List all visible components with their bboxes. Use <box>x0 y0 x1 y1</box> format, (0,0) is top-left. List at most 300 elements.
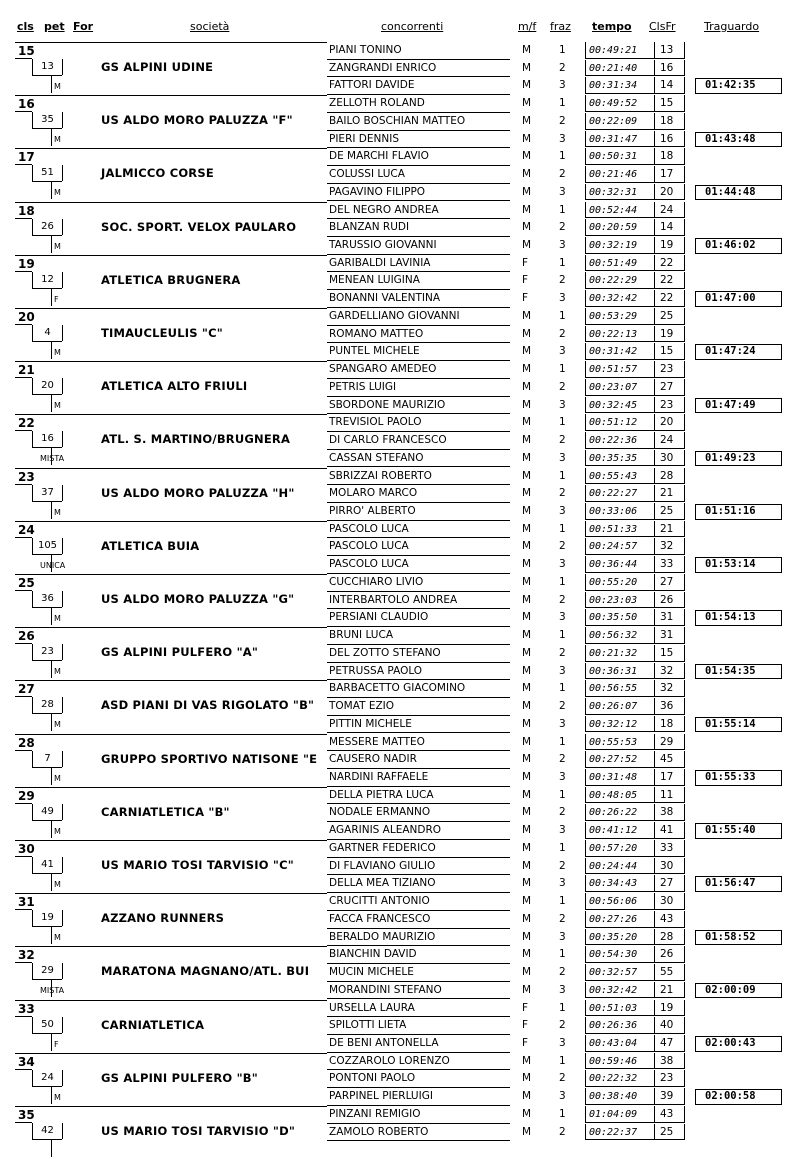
runner-leg-rank: 25 <box>660 310 674 322</box>
runner-leg-rank: 16 <box>660 132 674 145</box>
runner-time: 00:31:48 <box>589 771 638 783</box>
runner-time: 00:32:42 <box>589 293 638 305</box>
rule-line <box>62 857 63 873</box>
rule-line <box>32 607 62 608</box>
runner-time: 00:31:42 <box>589 346 638 358</box>
bib-number: 41 <box>41 859 54 870</box>
runner-leg-rank: 24 <box>660 434 674 447</box>
runner-name: COZZAROLO LORENZO <box>329 1054 450 1067</box>
time-cell-box <box>585 680 655 697</box>
runner-leg: 2 <box>559 61 566 74</box>
runner-sex: M <box>522 593 532 606</box>
runner-time: 00:22:36 <box>589 435 638 447</box>
runner-leg: 2 <box>559 753 566 766</box>
bib-number: 24 <box>41 1071 54 1083</box>
rank-cell-box <box>655 982 685 999</box>
team-name: AZZANO RUNNERS <box>101 911 225 926</box>
runner-sex: M <box>522 398 532 411</box>
runner-leg-rank: 21 <box>660 487 674 500</box>
rule-line <box>51 76 52 93</box>
runner-name: PITTIN MICHELE <box>329 717 412 730</box>
rule-line <box>32 394 62 395</box>
runner-leg: 3 <box>559 877 566 890</box>
runner-leg-rank: 15 <box>660 345 674 358</box>
runner-leg: 3 <box>559 824 566 837</box>
team-block <box>0 148 800 201</box>
rule-line <box>51 182 52 199</box>
bib-number: 4 <box>44 327 51 338</box>
rule-line <box>32 128 62 129</box>
rule-line <box>51 129 52 146</box>
rank-cell-box <box>655 1070 685 1087</box>
ranking-cls: 27 <box>18 682 35 697</box>
rule-line <box>15 1016 32 1017</box>
rank-cell-box <box>655 131 685 148</box>
runner-sex: M <box>522 753 532 766</box>
runner-leg: 1 <box>559 203 566 216</box>
runner-leg: 3 <box>559 611 566 624</box>
time-cell-box <box>585 787 655 804</box>
runner-sex: M <box>522 912 532 925</box>
team-category: M <box>54 880 61 889</box>
ranking-cls: 33 <box>18 1001 35 1016</box>
runner-sex: M <box>522 576 532 588</box>
time-cell-box <box>585 184 655 201</box>
rule-line <box>32 713 62 714</box>
time-cell-box <box>585 113 655 130</box>
runner-time: 00:27:26 <box>589 913 638 925</box>
rank-cell-box <box>655 875 685 892</box>
rule-line <box>32 501 62 502</box>
runner-leg: 1 <box>559 1054 566 1067</box>
runner-time: 00:22:13 <box>589 328 638 340</box>
ranking-cls: 24 <box>18 522 35 537</box>
runner-sex: M <box>522 983 532 996</box>
runner-name: PAGAVINO FILIPPO <box>329 185 426 198</box>
runner-leg-rank: 30 <box>660 451 674 464</box>
rule-line <box>15 484 32 485</box>
ranking-cls: 29 <box>18 788 35 803</box>
ranking-cls: 18 <box>18 203 35 218</box>
runner-name: MUCIN MICHELE <box>329 966 414 979</box>
rank-cell-box <box>655 468 685 485</box>
runner-sex: M <box>522 611 532 624</box>
runner-leg: 2 <box>559 806 566 819</box>
rule-line <box>62 431 63 447</box>
runner-time: 00:51:49 <box>589 257 638 269</box>
rule-line <box>15 893 327 894</box>
rule-line <box>15 696 32 697</box>
time-cell-box <box>585 627 655 644</box>
runner-name: PASCOLO LUCA <box>329 558 409 571</box>
rule-line <box>15 202 327 203</box>
rule-line <box>15 574 327 575</box>
rule-line <box>51 821 52 838</box>
runner-time: 00:32:31 <box>589 186 638 198</box>
rule-line <box>15 430 32 431</box>
runner-name: PARPINEL PIERLUIGI <box>329 1090 433 1103</box>
runner-leg-rank: 47 <box>660 1036 674 1049</box>
rule-line <box>15 734 327 735</box>
runner-sex: M <box>522 1125 532 1138</box>
time-cell-box <box>585 964 655 981</box>
time-cell-box <box>585 751 655 768</box>
rule-line <box>15 58 32 59</box>
time-cell-box <box>585 858 655 875</box>
runner-sex: M <box>522 966 532 979</box>
runner-leg-rank: 14 <box>660 79 674 92</box>
runner-leg: 1 <box>559 469 566 482</box>
runner-leg: 1 <box>559 629 566 642</box>
rank-cell-box <box>655 397 685 414</box>
runner-name: PINZANI REMIGIO <box>329 1108 421 1120</box>
runner-leg-rank: 20 <box>660 185 674 198</box>
runner-leg: 3 <box>559 185 566 198</box>
runner-time: 00:57:20 <box>589 843 638 854</box>
team-category: MISTA <box>40 986 65 996</box>
team-name: GS ALPINI PULFERO "B" <box>101 1070 258 1085</box>
runner-leg-rank: 15 <box>660 646 674 659</box>
rule-line <box>32 820 62 821</box>
bib-number: 36 <box>41 593 54 604</box>
team-category: M <box>54 401 61 411</box>
runner-leg: 3 <box>559 1036 566 1049</box>
runner-sex: M <box>522 806 532 819</box>
time-cell-box <box>585 946 655 963</box>
rule-line <box>62 59 63 75</box>
rule-line <box>51 608 52 625</box>
bib-number: 42 <box>41 1125 54 1136</box>
team-block <box>0 42 800 95</box>
runner-time: 01:04:09 <box>589 1109 638 1120</box>
rule-line <box>32 288 62 289</box>
runner-leg: 1 <box>559 97 566 110</box>
time-cell-box <box>585 645 655 662</box>
runner-leg-rank: 27 <box>660 877 674 890</box>
runner-sex: F <box>522 256 529 269</box>
time-cell-box <box>585 290 655 307</box>
runner-leg-rank: 41 <box>660 824 674 837</box>
rule-line <box>15 537 32 538</box>
runner-sex: M <box>522 61 532 74</box>
runner-time: 00:52:44 <box>589 204 638 216</box>
rule-line <box>15 468 327 469</box>
runner-time: 00:24:57 <box>589 541 638 553</box>
rank-cell-box <box>655 202 685 219</box>
team-name: ATLETICA BRUGNERA <box>101 272 241 287</box>
bib-number: 105 <box>37 539 58 551</box>
rank-cell-box <box>655 716 685 733</box>
runner-leg-rank: 23 <box>660 398 674 411</box>
rule-line <box>62 910 63 926</box>
team-block <box>0 1000 800 1053</box>
runner-sex: M <box>522 682 532 695</box>
bib-number: 19 <box>41 912 54 924</box>
team-name: MARATONA MAGNANO/ATL. BUI <box>101 964 310 979</box>
runner-leg-rank: 28 <box>660 469 674 482</box>
rule-line <box>32 926 62 927</box>
time-cell-box <box>585 556 655 573</box>
rule-line <box>51 768 52 785</box>
bib-number: 12 <box>41 273 54 285</box>
runner-name: SBORDONE MAURIZIO <box>329 398 446 411</box>
runner-sex: M <box>522 185 532 198</box>
time-cell-box <box>585 237 655 254</box>
runner-name: TOMAT EZIO <box>329 700 395 713</box>
ranking-cls: 34 <box>18 1054 35 1069</box>
runner-sex: M <box>522 345 532 358</box>
time-cell-box <box>585 361 655 378</box>
team-name: CARNIATLETICA "B" <box>101 804 230 819</box>
header-societa: società <box>190 20 230 33</box>
runner-sex: M <box>522 788 532 801</box>
runner-name: GARTNER FEDERICO <box>329 842 436 854</box>
runner-time: 00:55:43 <box>589 470 638 482</box>
runner-leg-rank: 11 <box>660 788 674 801</box>
rule-line <box>15 1106 327 1107</box>
runner-time: 00:50:31 <box>589 151 638 163</box>
runner-leg: 2 <box>559 221 566 234</box>
finish-time: 01:53:14 <box>705 558 756 571</box>
rank-cell-box <box>655 1053 685 1070</box>
runner-sex: M <box>522 203 532 216</box>
rule-line <box>15 521 327 522</box>
time-cell-box <box>585 379 655 396</box>
ranking-cls: 35 <box>18 1108 35 1122</box>
time-cell-box <box>585 875 655 892</box>
runner-sex: M <box>522 221 532 234</box>
runner-time: 00:26:07 <box>589 701 638 713</box>
bib-number: 51 <box>41 167 54 179</box>
team-name: US ALDO MORO PALUZZA "H" <box>101 485 295 500</box>
bib-number: 35 <box>41 114 54 126</box>
runner-leg-rank: 38 <box>660 806 674 819</box>
runner-leg: 3 <box>559 664 566 677</box>
rank-cell-box <box>655 680 685 697</box>
runner-leg: 1 <box>559 682 566 695</box>
rule-line <box>32 767 62 768</box>
runner-name: AGARINIS ALEANDRO <box>329 824 442 837</box>
time-cell-box <box>585 1035 655 1052</box>
rule-line <box>32 1086 62 1087</box>
rule-line <box>62 538 63 554</box>
runner-sex: M <box>522 1072 532 1085</box>
runner-sex: M <box>522 842 532 854</box>
rule-line <box>15 1000 327 1001</box>
runner-leg: 1 <box>559 948 566 961</box>
ranking-cls: 30 <box>18 842 35 856</box>
header-tempo: tempo <box>592 20 632 33</box>
team-block <box>0 1106 800 1159</box>
runner-sex: M <box>522 97 532 110</box>
bib-number: 50 <box>41 1018 54 1030</box>
rule-line <box>51 395 52 412</box>
runner-sex: M <box>522 700 532 713</box>
runner-name: INTERBARTOLO ANDREA <box>329 593 458 606</box>
rank-cell-box <box>655 503 685 520</box>
runner-name: SPANGARO AMEDEO <box>329 363 437 376</box>
rank-cell-box <box>655 60 685 77</box>
runner-sex: M <box>522 150 532 163</box>
runner-name: MORANDINI STEFANO <box>329 983 442 996</box>
runner-leg-rank: 28 <box>660 930 674 943</box>
rank-cell-box <box>655 592 685 609</box>
time-cell-box <box>585 663 655 680</box>
runner-leg: 3 <box>559 504 566 517</box>
runner-sex: M <box>522 770 532 783</box>
runner-time: 00:49:52 <box>589 98 638 110</box>
rank-cell-box <box>655 1106 685 1123</box>
runner-leg-rank: 31 <box>660 629 674 642</box>
team-block <box>0 202 800 255</box>
time-cell-box <box>585 592 655 609</box>
runner-sex: M <box>522 930 532 943</box>
runner-sex: M <box>522 824 532 837</box>
rule-line <box>32 341 62 342</box>
runner-leg-rank: 30 <box>660 859 674 872</box>
ranking-cls: 19 <box>18 256 35 271</box>
runner-name: CRUCITTI ANTONIO <box>329 895 430 908</box>
runner-time: 00:22:27 <box>589 488 638 500</box>
runner-name: CAUSERO NADIR <box>329 753 417 766</box>
header-traguardo: Traguardo <box>704 20 760 33</box>
runner-leg-rank: 27 <box>660 576 674 588</box>
rule-line <box>15 255 327 256</box>
runner-name: SPILOTTI LIETA <box>329 1019 407 1032</box>
time-cell-box <box>585 77 655 94</box>
rank-cell-box <box>655 964 685 981</box>
runner-time: 00:22:09 <box>589 115 638 127</box>
runner-name: PUNTEL MICHELE <box>329 345 420 358</box>
runner-leg-rank: 19 <box>660 238 674 251</box>
rank-cell-box <box>655 645 685 662</box>
runner-time: 00:48:05 <box>589 789 638 801</box>
runner-sex: M <box>522 416 532 429</box>
rule-line <box>32 1033 62 1034</box>
runner-leg: 2 <box>559 274 566 287</box>
runner-leg: 1 <box>559 522 566 535</box>
runner-sex: M <box>522 717 532 730</box>
runner-leg: 2 <box>559 593 566 606</box>
time-cell-box <box>585 450 655 467</box>
ranking-cls: 26 <box>18 629 35 644</box>
team-category: M <box>54 933 61 943</box>
team-name: GS ALPINI PULFERO "A" <box>101 645 259 660</box>
runner-time: 00:55:53 <box>589 736 638 748</box>
runner-name: BAILO BOSCHIAN MATTEO <box>329 114 466 127</box>
runner-name: NODALE ERMANNO <box>329 806 431 819</box>
runner-leg-rank: 26 <box>660 593 674 606</box>
runner-sex: M <box>522 895 532 908</box>
runner-name: BERALDO MAURIZIO <box>329 930 436 943</box>
runner-leg-rank: 24 <box>660 203 674 216</box>
rule-line <box>32 1139 62 1140</box>
rule-line <box>32 554 62 555</box>
runner-time: 00:41:12 <box>589 825 638 837</box>
time-cell-box <box>585 574 655 591</box>
rank-cell-box <box>655 326 685 343</box>
runner-name: BARBACETTO GIACOMINO <box>329 682 466 695</box>
rule-line <box>15 909 32 910</box>
runner-name: PIANI TONINO <box>329 44 402 56</box>
rule-line <box>62 963 63 979</box>
rule-line <box>15 377 32 378</box>
finish-time: 01:47:49 <box>705 398 756 411</box>
rule-line <box>15 42 327 43</box>
runner-leg: 1 <box>559 842 566 854</box>
team-block <box>0 468 800 521</box>
runner-leg: 2 <box>559 966 566 979</box>
runner-sex: M <box>522 1054 532 1067</box>
rule-line <box>15 1069 32 1070</box>
runner-sex: M <box>522 504 532 517</box>
rank-cell-box <box>655 379 685 396</box>
runner-sex: F <box>522 1019 529 1032</box>
runner-sex: M <box>522 310 532 322</box>
finish-time: 01:55:40 <box>705 824 756 837</box>
time-cell-box <box>585 609 655 626</box>
runner-name: MESSERE MATTEO <box>329 735 425 748</box>
time-cell-box <box>585 521 655 538</box>
bib-number: 49 <box>41 805 54 817</box>
rule-line <box>32 75 62 76</box>
runner-time: 00:55:20 <box>589 577 638 588</box>
runner-leg-rank: 21 <box>660 522 674 535</box>
team-name: ATLETICA ALTO FRIULI <box>101 379 248 394</box>
runner-leg-rank: 20 <box>660 416 674 429</box>
finish-time: 01:54:13 <box>705 611 756 624</box>
rank-cell-box <box>655 840 685 857</box>
runner-leg: 2 <box>559 168 566 181</box>
runner-leg: 3 <box>559 292 566 305</box>
rank-cell-box <box>655 858 685 875</box>
runner-time: 00:27:52 <box>589 754 638 766</box>
runner-sex: M <box>522 859 532 872</box>
rank-cell-box <box>655 42 685 59</box>
rule-line <box>51 502 52 519</box>
runner-leg-rank: 21 <box>660 983 674 996</box>
runner-time: 00:32:19 <box>589 239 638 251</box>
runner-sex: M <box>522 363 532 376</box>
rank-cell-box <box>655 1035 685 1052</box>
runner-time: 00:22:37 <box>589 1126 638 1138</box>
runner-time: 00:22:29 <box>589 275 638 287</box>
rank-cell-box <box>655 538 685 555</box>
runner-name: DEL NEGRO ANDREA <box>329 203 439 216</box>
runner-name: ZANGRANDI ENRICO <box>329 61 437 74</box>
team-name: CARNIATLETICA <box>101 1017 205 1032</box>
rule-line <box>15 680 327 681</box>
finish-time: 02:00:43 <box>705 1036 756 1049</box>
team-block <box>0 95 800 148</box>
team-block <box>0 574 800 627</box>
time-cell-box <box>585 326 655 343</box>
rank-cell-box <box>655 148 685 165</box>
runner-name: TARUSSIO GIOVANNI <box>329 238 437 251</box>
runner-time: 00:35:35 <box>589 452 638 464</box>
runner-leg-rank: 40 <box>660 1019 674 1032</box>
team-category: M <box>54 188 61 198</box>
ranking-cls: 25 <box>18 576 35 590</box>
rank-cell-box <box>655 1088 685 1105</box>
runner-name: URSELLA LAURA <box>329 1001 415 1014</box>
runner-time: 00:54:30 <box>589 949 638 961</box>
rank-cell-box <box>655 113 685 130</box>
runner-leg: 2 <box>559 1072 566 1085</box>
rank-cell-box <box>655 255 685 272</box>
time-cell-box <box>585 1124 655 1141</box>
rule-line <box>15 627 327 628</box>
